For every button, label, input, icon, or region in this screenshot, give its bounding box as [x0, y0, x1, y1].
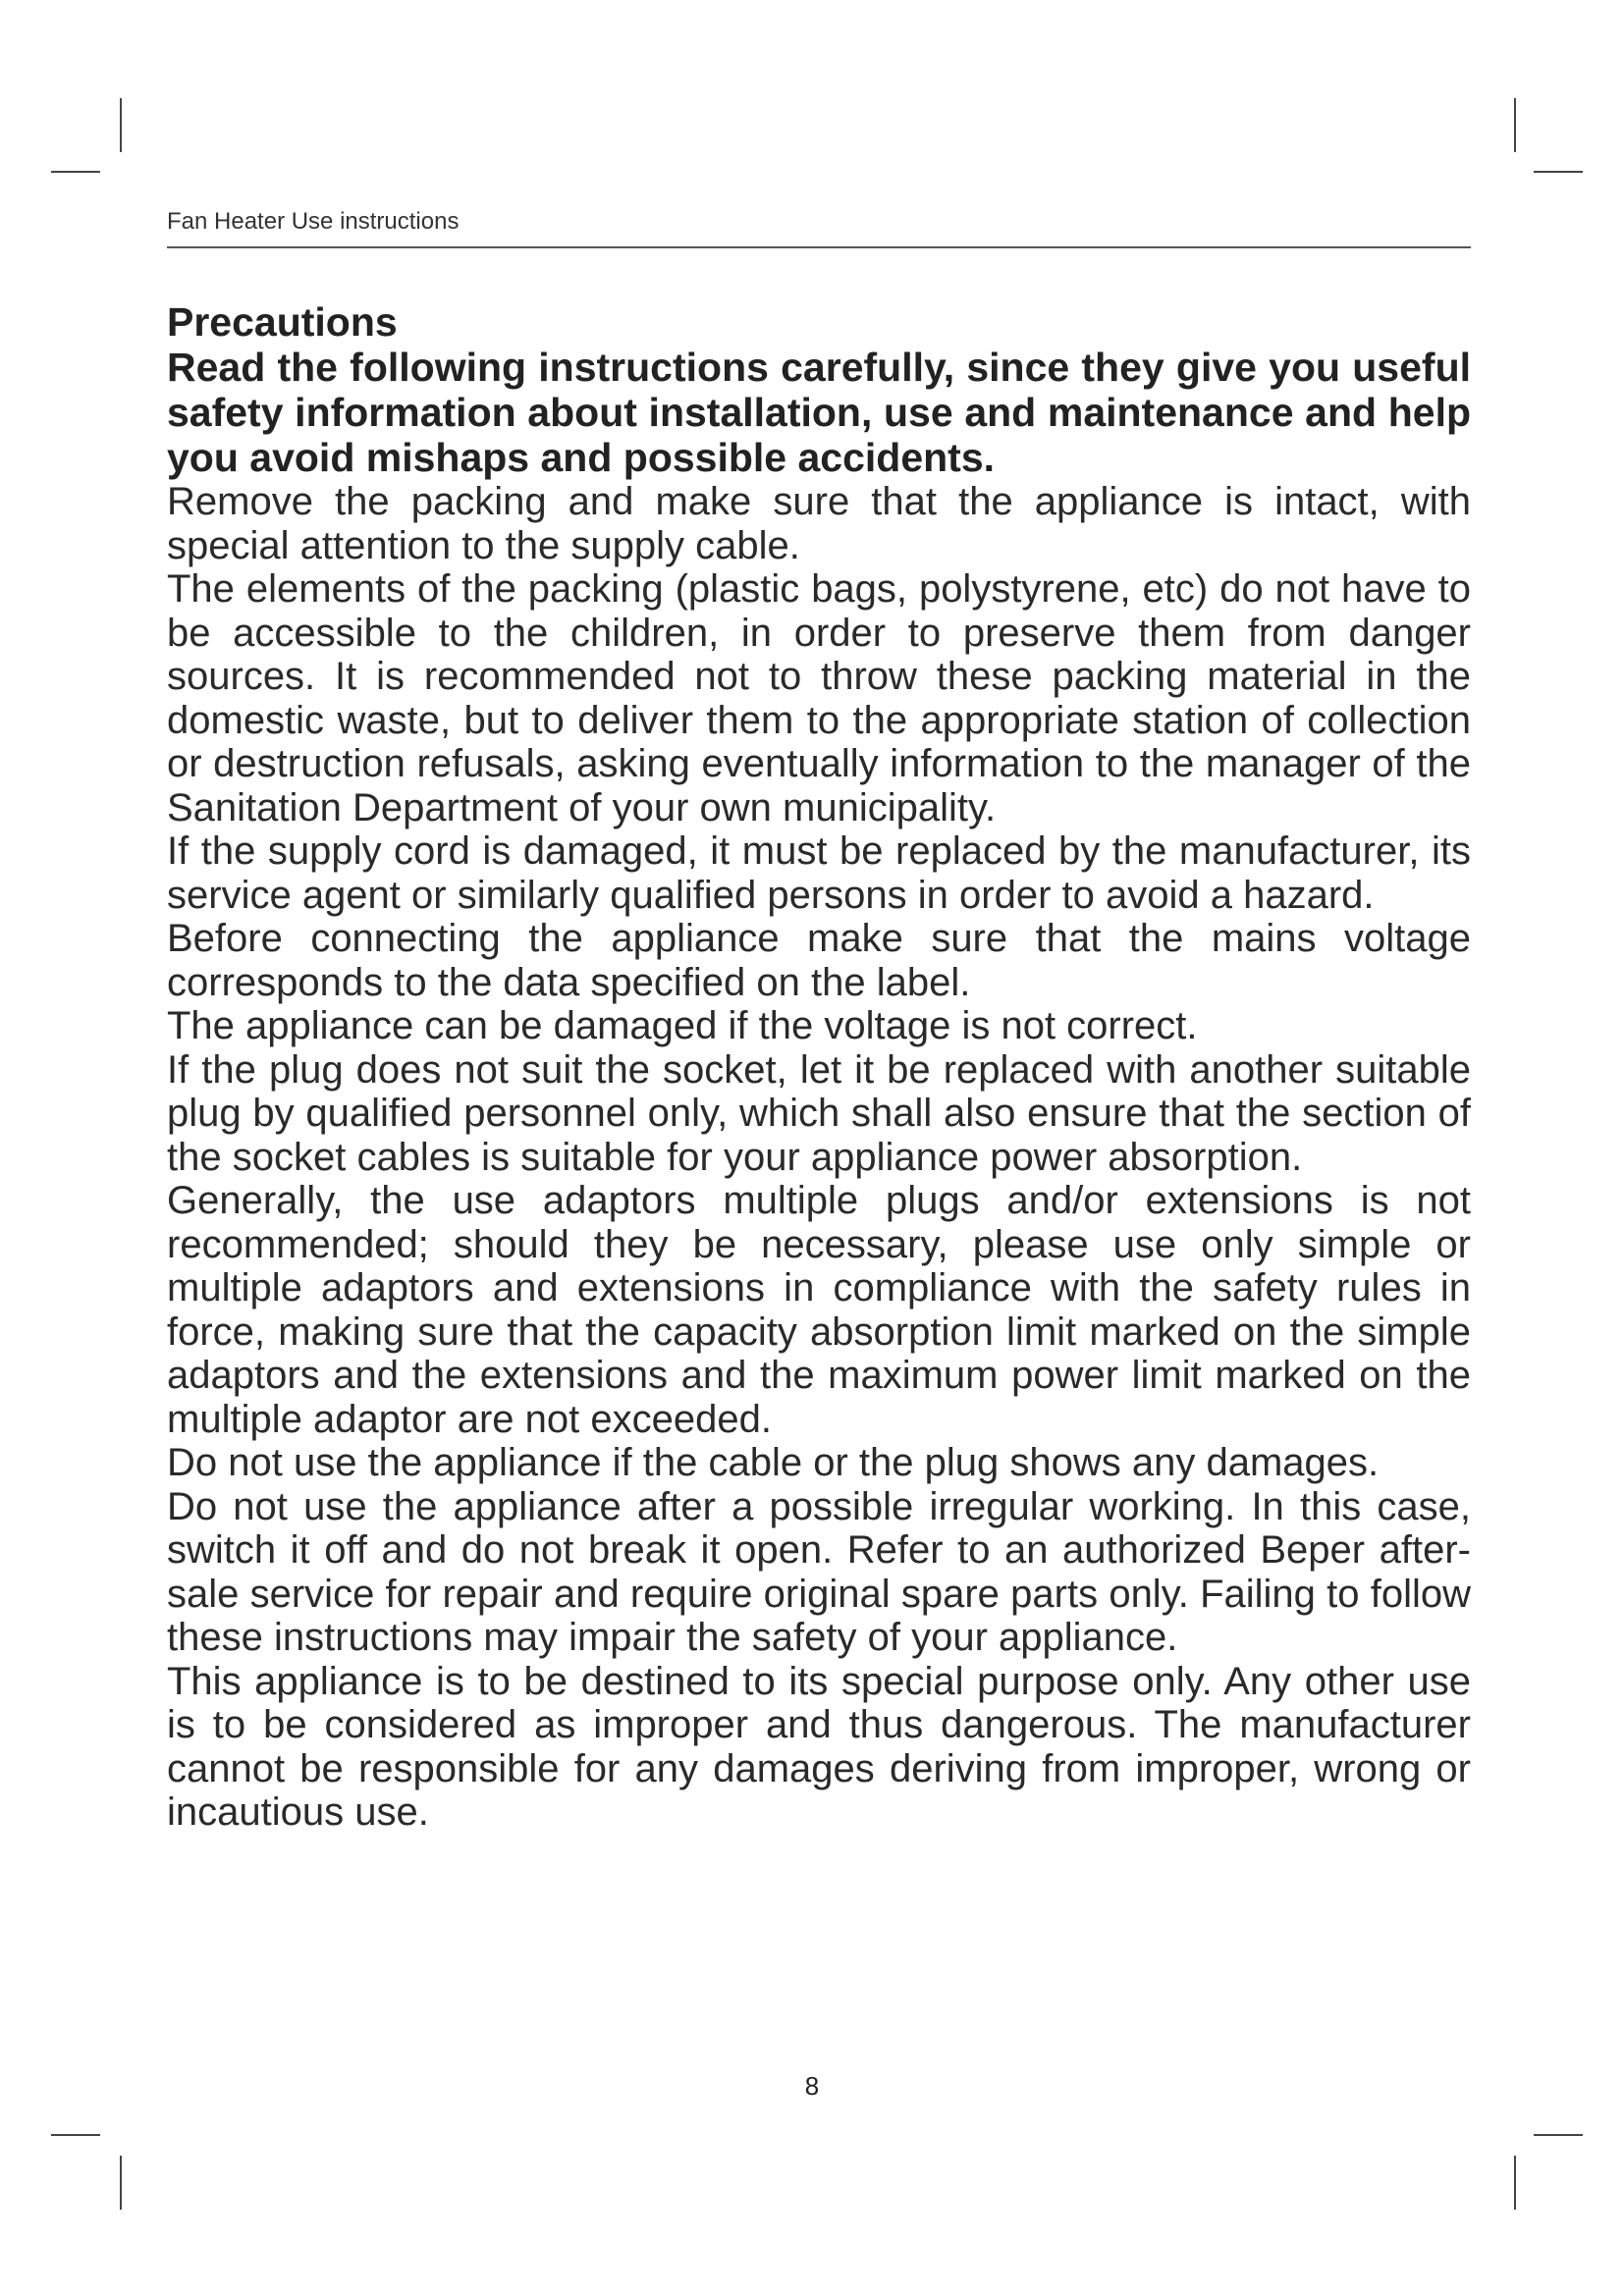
- running-header: Fan Heater Use instructions: [167, 208, 460, 235]
- crop-mark-bottom-right-horizontal: [1534, 2134, 1583, 2136]
- precautions-section: [167, 299, 1471, 1835]
- paragraph-mains-voltage: Before connecting the appliance make sure that the mains voltage corresponds to the data specified on the label.: [167, 917, 1471, 1004]
- crop-mark-bottom-right-vertical: [1514, 2156, 1516, 2210]
- paragraph-voltage-damage: The appliance can be damaged if the voltage is not correct.: [167, 1004, 1198, 1047]
- crop-mark-top-left-vertical: [120, 98, 122, 152]
- paragraph-special-purpose: This appliance is to be destined to its special purpose only. Any other use is to be considered as improper and thus dangerous. The manufacturer cannot be responsible for any damages deriving from improper, wrong or incautious use.: [167, 1659, 1471, 1834]
- crop-mark-top-right-horizontal: [1534, 171, 1583, 173]
- paragraph-supply-cord: If the supply cord is damaged, it must be replaced by the manufacturer, its service agent or similarly qualified persons in order to avoid a hazard.: [167, 829, 1471, 917]
- paragraph-adaptors: Generally, the use adaptors multiple plugs and/or extensions is not recommended; should they be necessary, please use only simple or multiple adaptors and extensions in compliance with the safety rules in force, making sure that the capacity absorption limit marked on the simple adaptors and the extensions and the maximum power limit marked on the multiple adaptor are not exceeded.: [167, 1179, 1471, 1441]
- crop-mark-bottom-left-vertical: [120, 2156, 122, 2210]
- crop-mark-bottom-left-horizontal: [51, 2134, 100, 2136]
- header-rule: [167, 246, 1471, 248]
- paragraph-cable-damage: Do not use the appliance if the cable or the plug shows any damages.: [167, 1441, 1380, 1484]
- intro-warning: Read the following instructions carefully, since they give you useful safety information about installation, use and maintenance and help you avoid mishaps and possible accidents.: [167, 345, 1471, 480]
- paragraph-packing-elements: The elements of the packing (plastic bags, polystyrene, etc) do not have to be accessible to the children, in order to preserve them from danger sources. It is recommended not to throw these packing material in the domestic waste, but to deliver them to the appropriate station of collection or destruction refusals, asking eventually information to the manager of the Sanitation Department of your own municipality.: [167, 567, 1471, 829]
- paragraph-irregular-working: Do not use the appliance after a possible irregular working. In this case, switch it off and do not break it open. Refer to an authorized Beper after-sale service for repair and require original spare parts only. Failing to follow these instructions may impair the safety of your appliance.: [167, 1484, 1471, 1659]
- crop-mark-top-left-horizontal: [51, 171, 100, 173]
- section-title: Precautions: [167, 299, 398, 345]
- crop-mark-top-right-vertical: [1514, 98, 1516, 152]
- paragraph-remove-packing: Remove the packing and make sure that the appliance is intact, with special attention to the supply cable.: [167, 480, 1471, 567]
- page-number: 8: [804, 2071, 820, 2101]
- paragraph-plug-socket: If the plug does not suit the socket, let it be replaced with another suitable plug by qualified personnel only, which shall also ensure that the section of the socket cables is suitable for your appliance power absorption.: [167, 1047, 1471, 1179]
